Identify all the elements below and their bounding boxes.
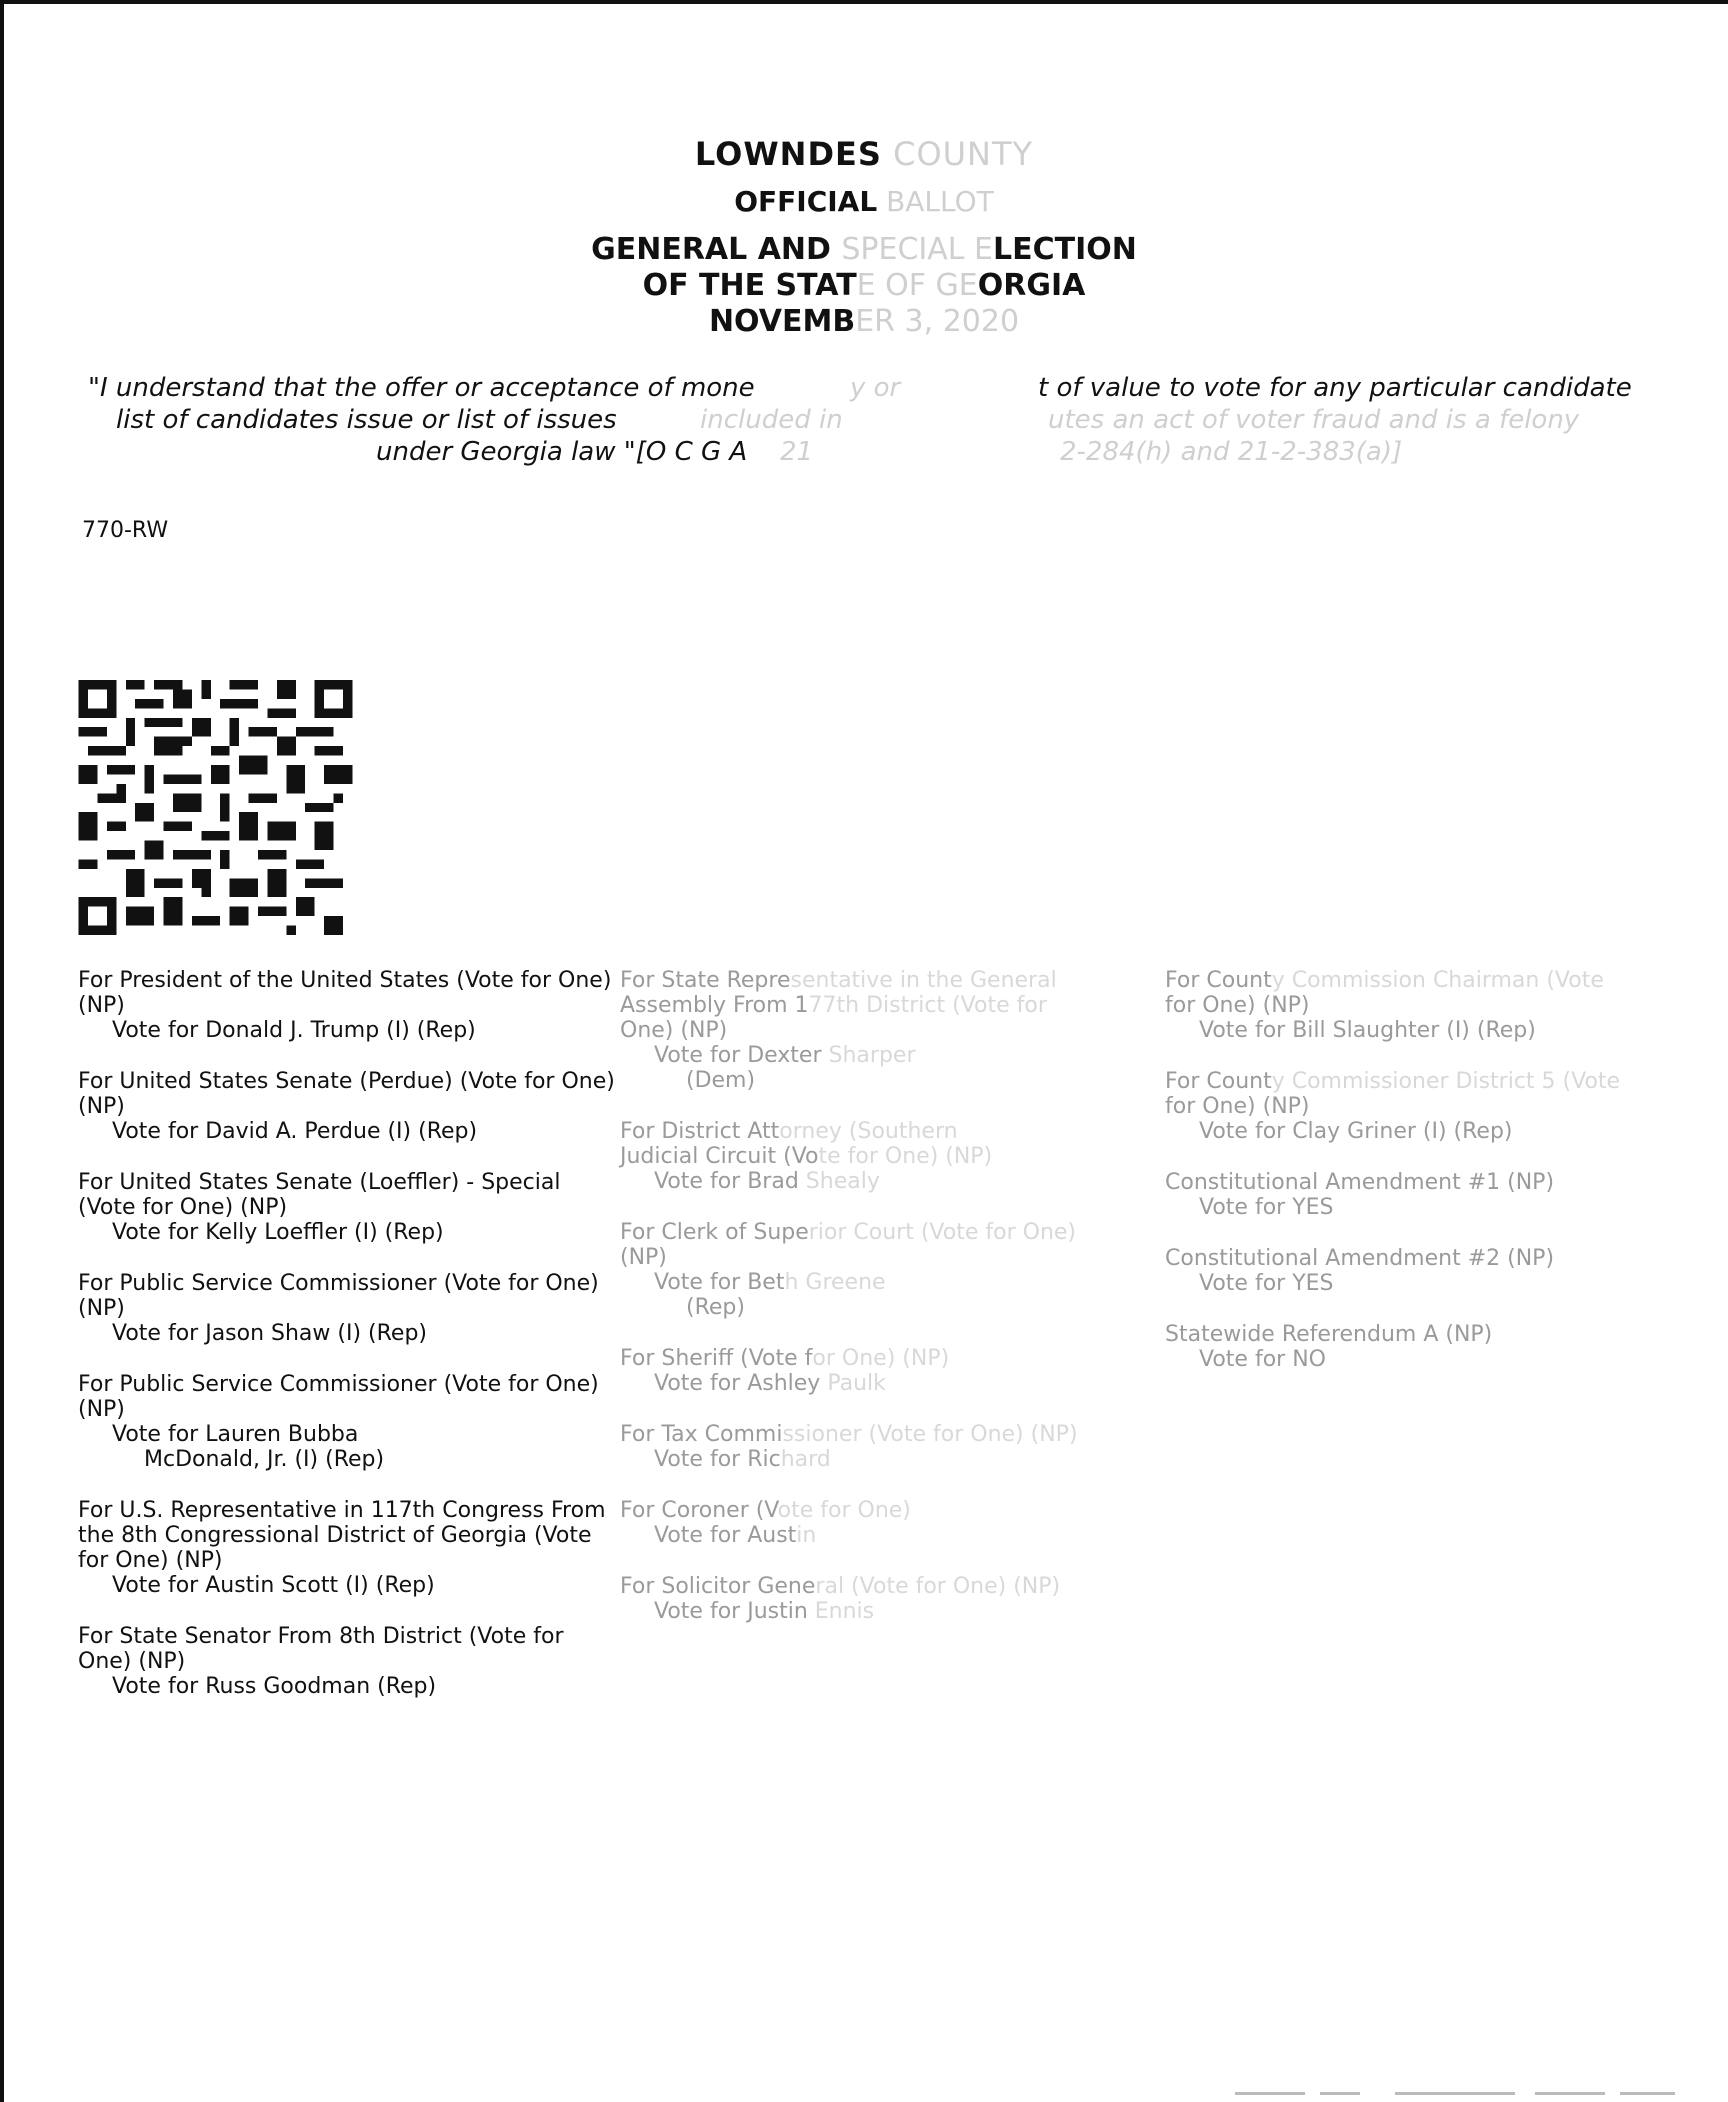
ballot-header <box>0 135 1728 340</box>
race-clerk-superior-court: For Clerk of Superior Court (Vote for One) (NP) Vote for Beth Greene (Rep) <box>620 1220 1077 1320</box>
race-sheriff: For Sheriff (Vote for One) (NP) Vote for Ashley Paulk <box>620 1346 950 1396</box>
race-commission-chairman: For County Commission Chairman (Vote for One) (NP) Vote for Bill Slaughter (I) (Rep) <box>1165 968 1604 1043</box>
race-senate-perdue: For United States Senate (Perdue) (Vote for One) (NP) Vote for David A. Perdue (I) (Rep) <box>78 1069 615 1144</box>
race-coroner: For Coroner (Vote for One) Vote for Austin <box>620 1498 911 1548</box>
oath-line1-b: y or <box>850 373 901 403</box>
oath-line3-b: 21 <box>780 437 814 467</box>
oath-line1-a: "I understand that the offer or acceptance of mone <box>88 373 755 403</box>
voter-oath <box>80 372 1680 468</box>
race-solicitor-general: For Solicitor General (Vote for One) (NP) Vote for Justin Ennis <box>620 1574 1061 1624</box>
race-amendment-2: Constitutional Amendment #2 (NP) Vote for YES <box>1165 1246 1555 1296</box>
state-title: OF THE STATE OF GEORGIA <box>642 268 1086 303</box>
race-us-representative: For U.S. Representative in 117th Congress From the 8th Congressional District of Georgia (Vote for One) (NP) Vote for Austin Scott (I) (Rep) <box>78 1498 606 1598</box>
race-amendment-1: Constitutional Amendment #1 (NP) Vote for YES <box>1165 1170 1555 1220</box>
oath-line3-a: under Georgia law "[O C G A <box>376 437 748 467</box>
race-referendum-a: Statewide Referendum A (NP) Vote for NO <box>1165 1322 1493 1372</box>
races-column-2 <box>620 968 1165 1650</box>
footer-timing-marks <box>1235 2092 1675 2096</box>
race-commissioner-district-5: For County Commissioner District 5 (Vote for One) (NP) Vote for Clay Griner (I) (Rep) <box>1165 1069 1621 1144</box>
election-date: NOVEMBER 3, 2020 <box>708 304 1020 339</box>
races-column-1 <box>78 968 618 1725</box>
race-state-senator: For State Senator From 8th District (Vote for One) (NP) Vote for Russ Goodman (Rep) <box>78 1624 564 1699</box>
race-president: For President of the United States (Vote for One) (NP) Vote for Donald J. Trump (I) (Rep) <box>78 968 612 1043</box>
race-psc-2: For Public Service Commissioner (Vote for One) (NP) Vote for Lauren Bubba McDonald, Jr. (I) (Rep) <box>78 1372 599 1472</box>
race-senate-loeffler: For United States Senate (Loeffler) - Special (Vote for One) (NP) Vote for Kelly Loeffler (I) (Rep) <box>78 1170 561 1245</box>
election-title: GENERAL AND SPECIAL ELECTION <box>591 232 1137 267</box>
top-border <box>0 0 1728 4</box>
race-tax-commissioner: For Tax Commissioner (Vote for One) (NP) Vote for Richard <box>620 1422 1078 1472</box>
race-district-attorney: For District Attorney (Southern Judicial Circuit (Vote for One) (NP) Vote for Brad Shealy <box>620 1119 993 1194</box>
official-ballot-title: OFFICIAL BALLOT <box>734 185 994 218</box>
county-title: LOWNDES COUNTY <box>694 135 1034 173</box>
oath-line2-a: list of candidates issue or list of issues <box>116 405 617 435</box>
race-psc-1: For Public Service Commissioner (Vote for One) (NP) Vote for Jason Shaw (I) (Rep) <box>78 1271 599 1346</box>
ballot-style-code: 770-RW <box>82 518 169 543</box>
races-column-3 <box>1165 968 1685 1398</box>
oath-line3-c: 2-284(h) and 21-2-383(a)] <box>1060 437 1403 467</box>
race-state-representative: For State Representative in the General Assembly From 177th District (Vote for One) (NP) Vote for Dexter Sharper (Dem) <box>620 968 1057 1093</box>
oath-line2-b: included in <box>700 405 843 435</box>
oath-line2-c: utes an act of voter fraud and is a felony <box>1048 405 1580 435</box>
oath-line1-c: t of value to vote for any particular candidate <box>1038 373 1632 403</box>
qr-code-icon <box>78 680 353 935</box>
